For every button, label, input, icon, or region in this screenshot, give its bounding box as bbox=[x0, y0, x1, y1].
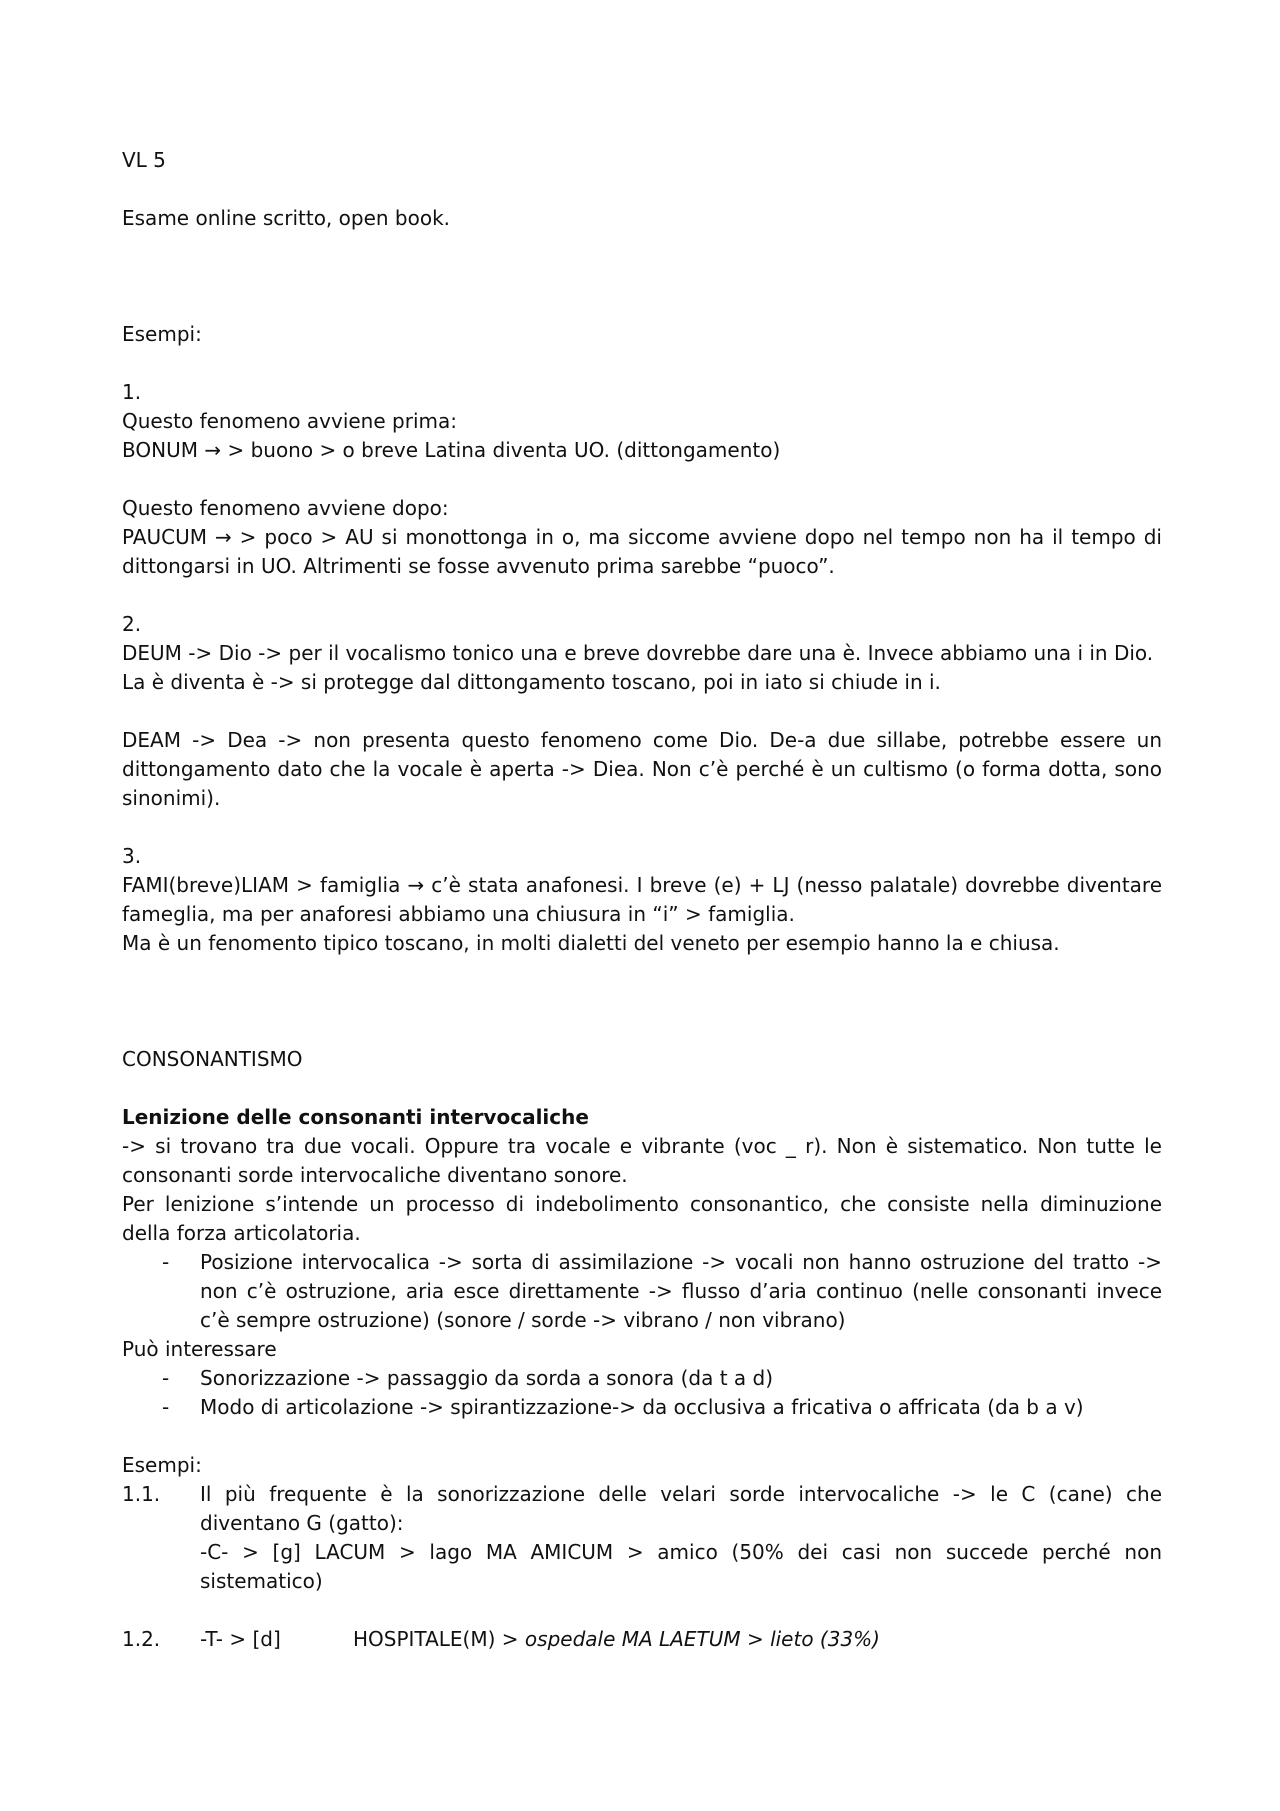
spacer bbox=[122, 465, 1162, 494]
spacer bbox=[122, 1074, 1162, 1103]
bonum-word: BONUM bbox=[122, 438, 198, 462]
bullet-posizione-text: Posizione intervocalica -> sorta di assimilazione -> vocali non hanno ostruzione del tratto -> non c’è ostruzione, aria esce direttamente -> flusso d’aria continuo (nelle consonanti invece c’è sempre ostruzione) (sonore / sorde -> vibrano / non vibrano) bbox=[200, 1250, 1162, 1332]
bullet-sonorizzazione bbox=[122, 1364, 1162, 1393]
paucum-paragraph bbox=[122, 523, 1162, 581]
spacer bbox=[122, 233, 1162, 320]
lenizione-paragraph-2: Per lenizione s’intende un processo di indebolimento consonantico, che consiste nella diminuzione della forza articolatoria. bbox=[122, 1192, 1162, 1245]
consonantismo-esempi-label: Esempi: bbox=[122, 1453, 202, 1477]
famiglia-rest: c’è stata anafonesi. I breve (e) + LJ (nesso palatale) dovrebbe diventare fameglia, ma per anaforesi abbiamo una chiusura in “i” > famiglia. bbox=[122, 873, 1163, 926]
spacer bbox=[122, 1596, 1162, 1625]
example-1-2-word: HOSPITALE(M) > bbox=[353, 1627, 525, 1651]
famiglia-word: FAMI(breve)LIAM > famiglia bbox=[122, 873, 401, 897]
right-arrow-icon: → bbox=[407, 873, 425, 897]
spacer bbox=[122, 581, 1162, 610]
part1-intro-before: Questo fenomeno avviene prima: bbox=[122, 409, 457, 433]
example-number: 1.2. bbox=[122, 1627, 161, 1651]
lenizione-paragraph-1: -> si trovano tra due vocali. Oppure tra vocale e vibrante (voc _ r). Non è sistematico. Non tutte le consonanti sorde intervocaliche diventano sonore. bbox=[122, 1134, 1162, 1187]
deum-line2: La è diventa è -> si protegge dal dittongamento toscano, poi in iato si chiude in i. bbox=[122, 670, 941, 694]
deam-paragraph: DEAM -> Dea -> non presenta questo fenomeno come Dio. De-a due sillabe, potrebbe essere un dittongamento dato che la vocale è aperta -> Diea. Non c’è perché è un cultismo (o forma dotta, sono sinonimi). bbox=[122, 728, 1162, 810]
spacer bbox=[122, 958, 1162, 1045]
famiglia-paragraph bbox=[122, 871, 1162, 929]
consonantismo-title: CONSONANTISMO bbox=[122, 1047, 303, 1071]
paucum-word: PAUCUM bbox=[122, 525, 207, 549]
example-1-2-line bbox=[200, 1625, 1162, 1654]
spacer bbox=[122, 1422, 1162, 1451]
bullet-modo bbox=[122, 1393, 1162, 1422]
document-page bbox=[122, 146, 1162, 1654]
spacer bbox=[122, 697, 1162, 726]
example-1-2-italic: ospedale MA LAETUM > lieto (33%) bbox=[524, 1627, 880, 1651]
part1-number: 1. bbox=[122, 380, 142, 404]
part3-number: 3. bbox=[122, 844, 142, 868]
spacer bbox=[122, 813, 1162, 842]
deum-paragraph: DEUM -> Dio -> per il vocalismo tonico una e breve dovrebbe dare una è. Invece abbiamo una i in Dio. bbox=[122, 641, 1154, 665]
part3-note: Ma è un fenomento tipico toscano, in molti dialetti del veneto per esempio hanno la e chiusa. bbox=[122, 931, 1060, 955]
example-number: 1.1. bbox=[122, 1482, 161, 1506]
part1-intro-after: Questo fenomeno avviene dopo: bbox=[122, 496, 449, 520]
paucum-rest: > poco > AU si monottonga in o, ma siccome avviene dopo nel tempo non ha il tempo di dittongarsi in UO. Altrimenti se fosse avvenuto prima sarebbe “puoco”. bbox=[122, 525, 1162, 578]
example-1-2 bbox=[122, 1625, 1162, 1654]
puo-interessare: Può interessare bbox=[122, 1337, 277, 1361]
bullet-dash: - bbox=[162, 1250, 170, 1274]
bonum-line bbox=[122, 436, 1162, 465]
heading-code: VL 5 bbox=[122, 148, 166, 172]
bullet-dash: - bbox=[162, 1366, 170, 1390]
right-arrow-icon: → bbox=[214, 525, 232, 549]
bullet-sonorizzazione-text: Sonorizzazione -> passaggio da sorda a sonora (da t a d) bbox=[200, 1366, 774, 1390]
right-arrow-icon: → bbox=[204, 438, 222, 462]
lenizione-title: Lenizione delle consonanti intervocaliche bbox=[122, 1105, 589, 1129]
example-1-2-code: -T- > [d] bbox=[200, 1627, 281, 1651]
spacer bbox=[122, 175, 1162, 204]
esempi-label: Esempi: bbox=[122, 322, 202, 346]
example-1-1-detail: -C- > [g] LACUM > lago MA AMICUM > amico (50% dei casi non succede perché non sistematico) bbox=[200, 1540, 1162, 1593]
exam-note: Esame online scritto, open book. bbox=[122, 206, 451, 230]
bullet-dash: - bbox=[162, 1395, 170, 1419]
bullet-posizione bbox=[122, 1248, 1162, 1335]
part2-number: 2. bbox=[122, 612, 142, 636]
bullet-modo-text: Modo di articolazione -> spirantizzazione-> da occlusiva a fricativa o affricata (da b a v) bbox=[200, 1395, 1084, 1419]
example-1-1-text: Il più frequente è la sonorizzazione delle velari sorde intervocaliche -> le C (cane) che diventano G (gatto): bbox=[200, 1482, 1162, 1535]
example-1-1 bbox=[122, 1480, 1162, 1596]
spacer bbox=[122, 349, 1162, 378]
bonum-rest: > buono > o breve Latina diventa UO. (dittongamento) bbox=[221, 438, 781, 462]
